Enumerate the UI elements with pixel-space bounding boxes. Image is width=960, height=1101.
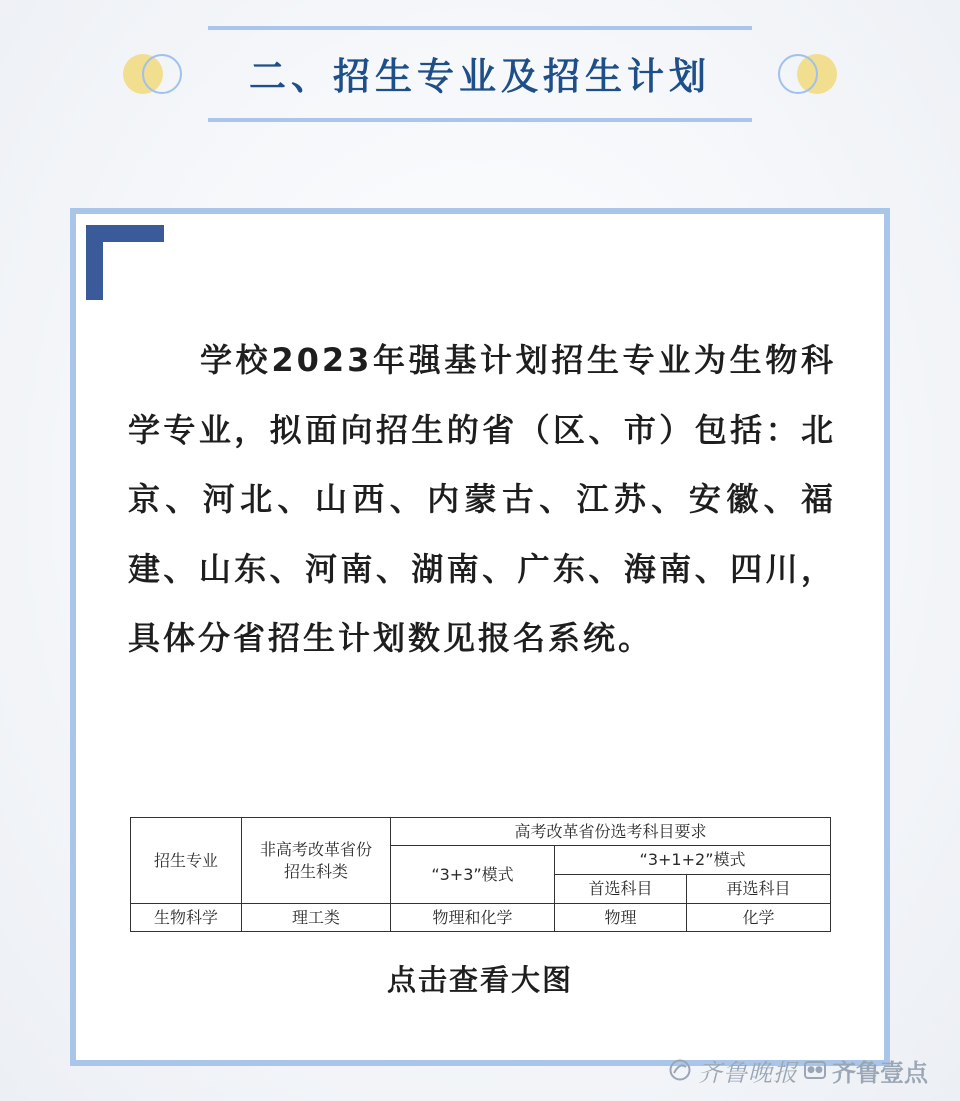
left-blue-ring-decoration [142,54,182,94]
table-row [131,904,831,932]
header-top-line [208,26,752,30]
header-mode-33: “3+3”模式 [391,846,555,904]
header-bottom-line [208,118,752,122]
watermark [668,1052,928,1088]
header-nonreform-category [242,818,391,904]
intro-paragraph: 学校2023年强基计划招生专业为生物科学专业，拟面向招生的省（区、市）包括：北京、河北、山西、内蒙古、江苏、安徽、福建、山东、河南、湖南、广东、海南、四川，具体分省招生计划数见报名系统。 [128,341,836,657]
watermark-brand-qilu-yidian: 齐鲁壹点 [832,1058,928,1087]
subject-requirements-table[interactable] [130,817,831,932]
cell-first-choice: 物理 [555,904,687,932]
cell-category: 理工类 [242,904,391,932]
cell-major: 生物科学 [131,904,242,932]
swirl-logo-icon [668,1058,692,1082]
header-nonreform-line2: 招生科类 [283,861,348,881]
header-nonreform-line1: 非高考改革省份 [259,839,372,859]
view-large-image-link[interactable]: 点击查看大图 [386,963,573,997]
section-title: 二、招生专业及招生计划 [249,55,711,98]
chat-bubble-logo-icon: ●● [804,1061,826,1079]
right-blue-ring-decoration [778,54,818,94]
header-mode-312: “3+1+2”模式 [555,846,831,875]
cell-subjects-33: 物理和化学 [391,904,555,932]
header-reform-requirements: 高考改革省份选考科目要求 [391,818,831,846]
header-major: 招生专业 [131,818,242,904]
header-second-choice: 再选科目 [687,875,831,904]
corner-bracket-horizontal [86,225,164,242]
header-first-choice: 首选科目 [555,875,687,904]
table-header-row [131,818,831,846]
cell-second-choice: 化学 [687,904,831,932]
watermark-brand-qilu-evening-news: 齐鲁晚报 [698,1058,798,1087]
